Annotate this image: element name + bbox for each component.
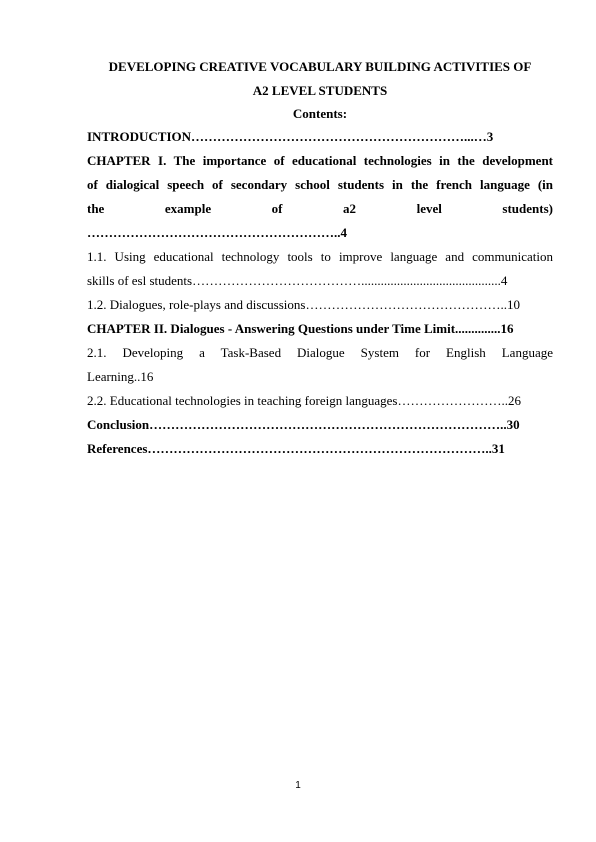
toc-chapter-1-word-level: level (416, 201, 442, 216)
document-content (87, 55, 553, 461)
document-title-line-1: DEVELOPING CREATIVE VOCABULARY BUILDING ACTIVITIES OF (108, 59, 532, 74)
toc-item-2-2: 2.2. Educational technologies in teaching foreign languages……………………..26 (87, 393, 521, 408)
toc-chapter-1-line-4: …………………………………………………..4 (87, 225, 347, 240)
toc-introduction: INTRODUCTION………………………………………………………...…3 (87, 129, 494, 144)
toc-chapter-1-word-the: the (87, 201, 105, 216)
toc-chapter-1-word-a2: a2 (343, 201, 357, 216)
toc-item-2-1-line-1: 2.1. Developing a Task-Based Dialogue System for English Language (87, 345, 553, 360)
toc-item-1-2: 1.2. Dialogues, role-plays and discussions………………………………………..10 (87, 297, 520, 312)
toc-chapter-1-word-of: of (271, 201, 283, 216)
toc-chapter-2: CHAPTER II. Dialogues - Answering Questions under Time Limit..............16 (87, 321, 514, 336)
toc-item-2-1-line-2: Learning..16 (87, 369, 154, 384)
toc-item-1-1-line-1: 1.1. Using educational technology tools to improve language and communication (87, 249, 553, 264)
toc-item-1-1-line-2: skills of esl students…………………………………...........................................4 (87, 273, 508, 288)
contents-heading: Contents: (292, 106, 348, 121)
toc-references: References……………………………………………………………………..31 (87, 441, 505, 456)
toc-chapter-1-line-3 (87, 197, 553, 221)
document-title-line-2: A2 LEVEL STUDENTS (252, 83, 388, 98)
toc-chapter-1-line-2: of dialogical speech of secondary school students in the french language (in (87, 177, 553, 192)
toc-chapter-1-word-example: example (164, 201, 212, 216)
toc-chapter-1-word-students: students) (502, 201, 553, 216)
toc-chapter-1-line-1: CHAPTER I. The importance of educational technologies in the development (87, 153, 553, 168)
toc-conclusion: Conclusion………………………………………………………………………..30 (87, 417, 520, 432)
page-number: 1 (295, 780, 301, 791)
